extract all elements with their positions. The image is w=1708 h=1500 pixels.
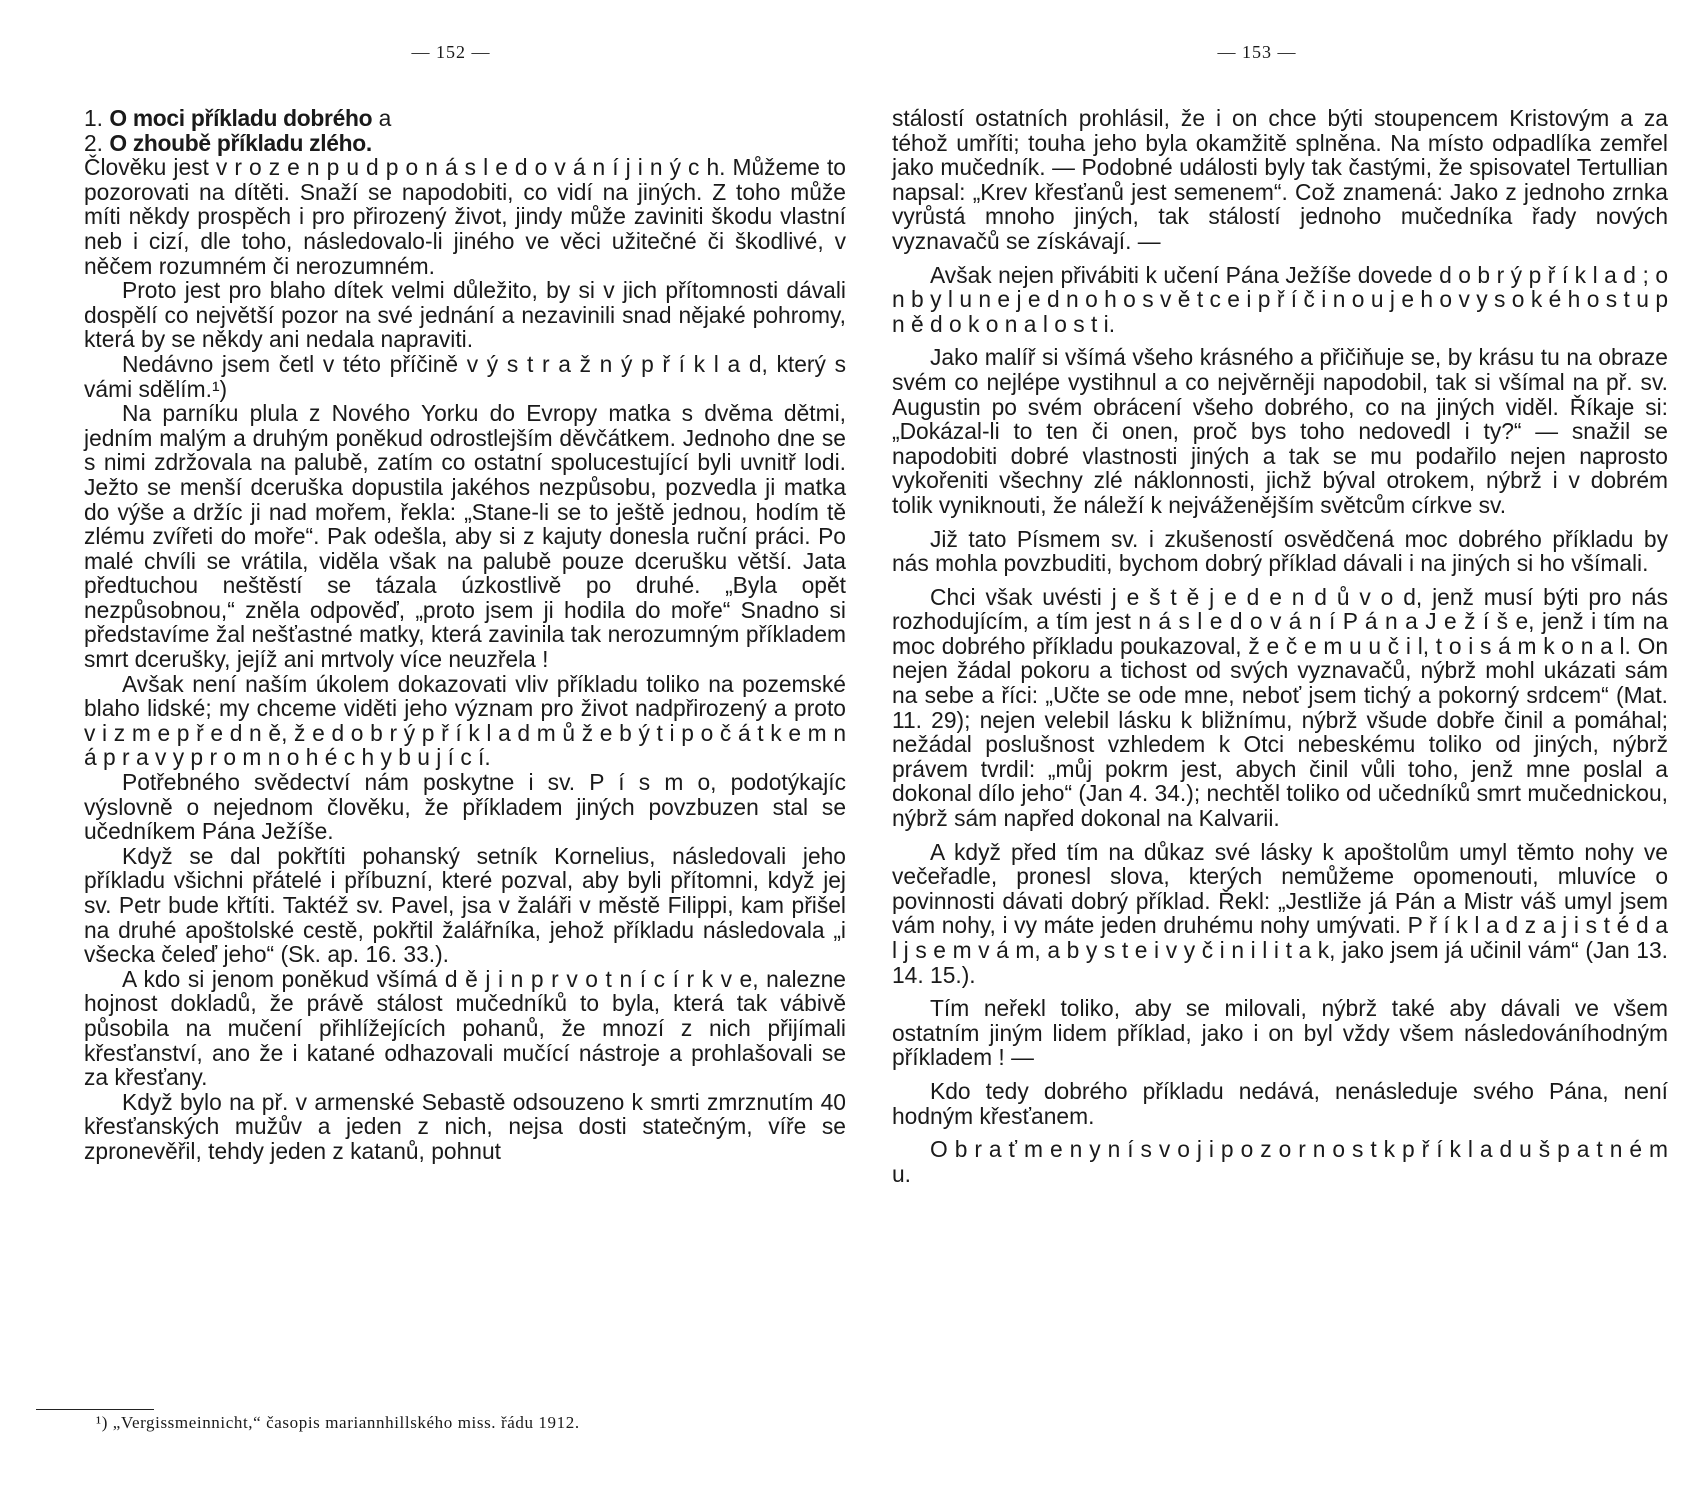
left-page-text — [84, 106, 846, 1164]
page-number-left: — 152 — — [411, 42, 491, 62]
paragraph: Proto jest pro blaho dítek velmi důležito, by si v jich přítomnosti dávali dospělí co největší pozor na své jednání a nezavinili snad nějaké pohromy, která by se někdy ani nedala napraviti. — [84, 277, 846, 353]
right-page — [892, 0, 1672, 1500]
footnote-rule — [36, 1409, 154, 1410]
heading-1-conjunction: a — [378, 105, 392, 131]
paragraph: Člověku jest v r o z e n p u d p o n á s l e d o v á n í j i n ý c h. Můžeme to pozorovati na dítěti. Snaží se napodobiti, co vidí na jiných. Z toho může míti někdy prospěch i pro přirozený život, jindy může zaviniti škodu vlastní neb i cizí, dle toho, následovalo-li jiného ve věci užitečné či škodlivé, v něčem rozumném či nerozumném. — [84, 154, 846, 279]
footnote: ¹) „Vergissmeinnicht,“ časopis mariannhillského miss. řádu 1912. — [96, 1413, 580, 1432]
paragraph: Chci však uvésti j e š t ě j e d e n d ů v o d, jenž musí býti pro nás rozhodujícím, a tím jest n á s l e d o v á n í P á n a J e ž í š e, jenž i tím na moc dobrého příkladu poukazoval, ž e č e m u u č i l, t o i s á m k o n a l. On nejen žádal pokoru a tichost od svých vyznavačů, nýbrž mohl ukázati sám na sebe a říci: „Učte se ode mne, neboť jsem tichý a pokorný srdcem“ (Mat. 11. 29); nejen velebil lásku k bližnímu, nýbrž všude dobře činil a pomáhal; nežádal poslušnost vzhledem k Otci nebeskému toliko od jiných, nýbrž právem tvrdil: „můj pokrm jest, abych činil vůli toho, jenž mne poslal a dokonal dílo jeho“ (Jan 4. 34.); nechtěl toliko od učedníků smrt mučednickou, nýbrž sám napřed dokonal na Kalvarii. — [892, 583, 1668, 832]
paragraph: Na parníku plula z Nového Yorku do Evropy matka s dvěma dětmi, jedním malým a druhým poněkud odrostlejším děvčátkem. Jednoho dne se s nimi zdržovala na palubě, zatím co ostatní spolucestující byli uvnitř lodi. Ježto se menší dceruška dopustila jakéhos nezpůsobu, pozvedla ji matka do výše a držíc ji nad mořem, řekla: „Stane-li se to ještě jednou, hodím tě zlému zvířeti do moře“. Pak odešla, aby si z kajuty donesla ruční práci. Po malé chvíli se vrátila, viděla však na palubě pouze dcerušku větší. Jata předtuchou neštěstí se tázala úzkostlivě po druhé. „Byla opět nezpůsobnou,“ zněla odpověď, „proto jsem ji hodila do moře“ Snadno si představíme žal nešťastné matky, která zavinila tak nerozumným příkladem smrt dcerušky, jejíž ani mrtvoly více neuzřela ! — [84, 400, 846, 673]
paragraph: Již tato Písmem sv. i zkušeností osvědčená moc dobrého příkladu by nás mohla povzbuditi, bychom dobrý příklad dávali i na jiných si ho všímali. — [892, 525, 1668, 577]
left-page — [36, 0, 846, 1500]
paragraph: Potřebného svědectví nám poskytne i sv. P í s m o, podotýkajíc výslovně o nejednom člověku, že příkladem jiných povzbuzen stal se učedníkem Pána Ježíše. — [84, 769, 846, 845]
paragraph: stálostí ostatních prohlásil, že i on chce býti stoupencem Kristovým a za téhož umříti; touha jeho byla okamžitě splněna. Na místo odpadlíka zemřel jako mučedník. — Podobné události byly tak častými, že spisovatel Tertullian napsal: „Krev křesťanů jest semenem“. Což znamená: Jako z jednoho zrnka vyrůstá mnoho jiných, tak stálostí jednoho mučedníka řady nových vyznavačů se získávají. — — [892, 105, 1668, 254]
paragraph: A kdo si jenom poněkud všímá d ě j i n p r v o t n í c í r k v e, nalezne hojnost dokladů, že právě stálost mučedníků to byla, která tak vábivě působila na mučení přihlížejících pohanů, že mnozí z nich přijímali křesťanství, ano že i katané odhazovali mučící nástroje a prohlašovali se za křesťany. — [84, 965, 846, 1091]
paragraph: A když před tím na důkaz své lásky k apoštolům umyl těmto nohy ve večeřadle, pronesl slova, kterých nemůžeme opomenouti, mluvíce o povinnosti dávati dobrý příklad. Řekl: „Jestliže já Pán a Mistr váš umyl jsem vám nohy, i vy máte jeden druhému nohy umývati. P ř í k l a d z a j i s t é d a l j s e m v á m, a b y s t e i v y č i n i l i t a k, jako jsem já učinil vám“ (Jan 13. 14. 15.). — [892, 838, 1668, 988]
heading-2-number: 2. — [84, 129, 104, 156]
paragraph: Jako malíř si všímá všeho krásného a přičiňuje se, by krásu tu na obraze svém co nejlépe vystihnul a co nejvěrněji napodobil, tak si všímal na př. sv. Augustin po svém obrácení všeho dobrého, co na jiných viděl. Říkaje si: „Dokázal-li to ten či onen, proč bys toho nedovedl i ty?“ — snažil se napodobiti dobré vlastnosti jiných a tak se mu podařilo nejen naprosto vykořeniti všechny zlé náklonnosti, jichž býval otrokem, nýbrž i v dobrém tolik vyniknouti, že náleží k nejváženějším světcům církve sv. — [892, 344, 1668, 518]
paragraph: Když bylo na př. v armenské Sebastě odsouzeno k smrti zmrznutím 40 křesťanských mužův a jeden z nich, nejsa dosti statečným, víře se zpronevěřil, tehdy jeden z katanů, pohnut — [84, 1088, 846, 1164]
paragraph: O b r a ť m e n y n í s v o j i p o z o r n o s t k p ř í k l a d u š p a t n é m u. — [892, 1136, 1668, 1187]
paragraph: Když se dal pokřtíti pohanský setník Kornelius, následovali jeho příkladu všichni přátelé i příbuzní, které pozval, aby byli přítomni, když jej sv. Petr bude křtíti. Taktéž sv. Pavel, jsa v žaláři v městě Filippi, kam přišel na druhé apoštolské cestě, pokřtil žalářníka, jehož příkladu následovala „i všecka čeleď jeho“ (Sk. ap. 16. 33.). — [84, 842, 846, 968]
heading-2-title: O zhoubě příkladu zlého. — [109, 129, 372, 156]
right-page-text — [892, 106, 1668, 1186]
heading-1-number: 1. — [84, 105, 104, 131]
heading-1 — [84, 106, 846, 131]
paragraph: Nedávno jsem četl v této příčině v ý s t r a ž n ý p ř í k l a d, který s vámi sdělím.¹) — [84, 350, 846, 402]
heading-1-title: O moci příkladu dobrého — [109, 105, 373, 131]
paragraph: Avšak není naším úkolem dokazovati vliv příkladu toliko na pozemské blaho lidské; my chceme viděti jeho význam pro život nadpřirozený a proto v i z m e p ř e d n ě, ž e d o b r ý p ř í k l a d m ů ž e b ý t i p o č á t k e m n á p r a v y p r o m n o h é c h y b u j í c í. — [84, 670, 846, 771]
heading-2 — [84, 131, 846, 156]
paragraph: Avšak nejen přivábiti k učení Pána Ježíše dovede d o b r ý p ř í k l a d ; o n b y l u n e j e d n o h o s v ě t c e i p ř í č i n o u j e h o v y s o k é h o s t u p n ě d o k o n a l o s t i. — [892, 261, 1668, 337]
paragraph: Kdo tedy dobrého příkladu nedává, nenásleduje svého Pána, není hodným křesťanem. — [892, 1077, 1668, 1129]
paragraph: Tím neřekl toliko, aby se milovali, nýbrž také aby dávali ve všem ostatním jiným lidem příklad, jako i on byl vždy všem následováníhodným příkladem ! — — [892, 995, 1668, 1071]
page-number-right: — 153 — — [1217, 42, 1297, 62]
